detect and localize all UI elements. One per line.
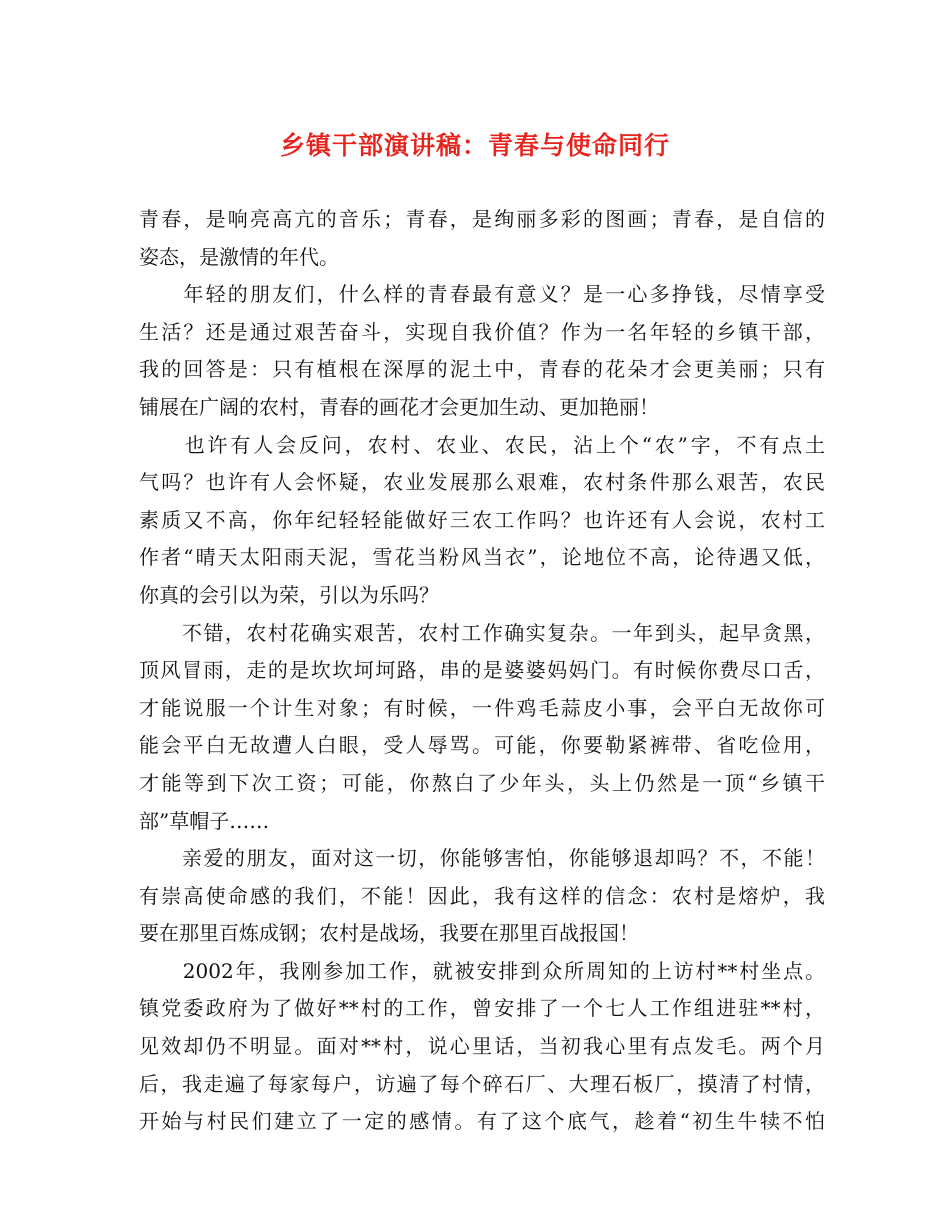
document-title: 乡镇干部演讲稿：青春与使命同行 [279,131,670,160]
text-line: 镇党委政府为了做好**村的工作，曾安排了一个七人工作组进驻**村， [139,996,825,1021]
text-line: 才能等到下次工资；可能，你熬白了少年头，头上仍然是一顶“乡镇干 [139,770,825,795]
text-line: 不错，农村花确实艰苦，农村工作确实复杂。一年到头，起早贪黑， [139,620,825,645]
text-line: 铺展在广阔的农村，青春的画花才会更加生动、更加艳丽！ [139,394,659,419]
text-line: 年轻的朋友们，什么样的青春最有意义？是一心多挣钱，尽情享受 [139,282,825,307]
text-line: 部”草帽子…… [139,808,270,833]
text-line: 气吗？也许有人会怀疑，农业发展那么艰难，农村条件那么艰苦，农民 [139,470,825,495]
text-line: 素质又不高，你年纪轻轻能做好三农工作吗？也许还有人会说，农村工 [139,507,825,532]
text-line: 见效却仍不明显。面对**村，说心里话，当初我心里有点发毛。两个月 [139,1034,825,1059]
text-line: 顶风冒雨，走的是坎坎坷坷路，串的是婆婆妈妈门。有时候你费尽口舌， [139,658,825,683]
text-line: 你真的会引以为荣，引以为乐吗？ [139,582,439,607]
text-line: 要在那里百炼成钢；农村是战场，我要在那里百战报国！ [139,921,639,946]
text-line: 开始与村民们建立了一定的感情。有了这个底气，趁着“初生牛犊不怕 [139,1109,825,1134]
text-line: 作者“晴天太阳雨天泥，雪花当粉风当衣”，论地位不高，论待遇又低， [139,545,825,570]
text-line: 我的回答是：只有植根在深厚的泥土中，青春的花朵才会更美丽；只有 [139,357,825,382]
text-line: 生活？还是通过艰苦奋斗，实现自我价值？作为一名年轻的乡镇干部， [139,319,825,344]
text-line: 后，我走遍了每家每户，访遍了每个碎石厂、大理石板厂，摸清了村情， [139,1071,825,1096]
text-line: 才能说服一个计生对象；有时候，一件鸡毛蒜皮小事，会平白无故你可 [139,695,825,720]
text-line: 2002年，我刚参加工作，就被安排到众所周知的上访村**村坐点。 [139,958,825,983]
text-line: 也许有人会反问，农村、农业、农民，沾上个“农”字，不有点土 [139,432,825,457]
text-line: 有崇高使命感的我们，不能！因此，我有这样的信念：农村是熔炉，我 [139,883,825,908]
text-line: 亲爱的朋友，面对这一切，你能够害怕，你能够退却吗？不，不能！ [139,846,825,871]
text-line: 姿态，是激情的年代。 [139,244,339,269]
text-line: 能会平白无故遭人白眼，受人辱骂。可能，你要勒紧裤带、省吃俭用， [139,733,825,758]
document-body [139,201,825,1141]
text-line: 青春，是响亮高亢的音乐；青春，是绚丽多彩的图画；青春，是自信的 [139,207,825,231]
